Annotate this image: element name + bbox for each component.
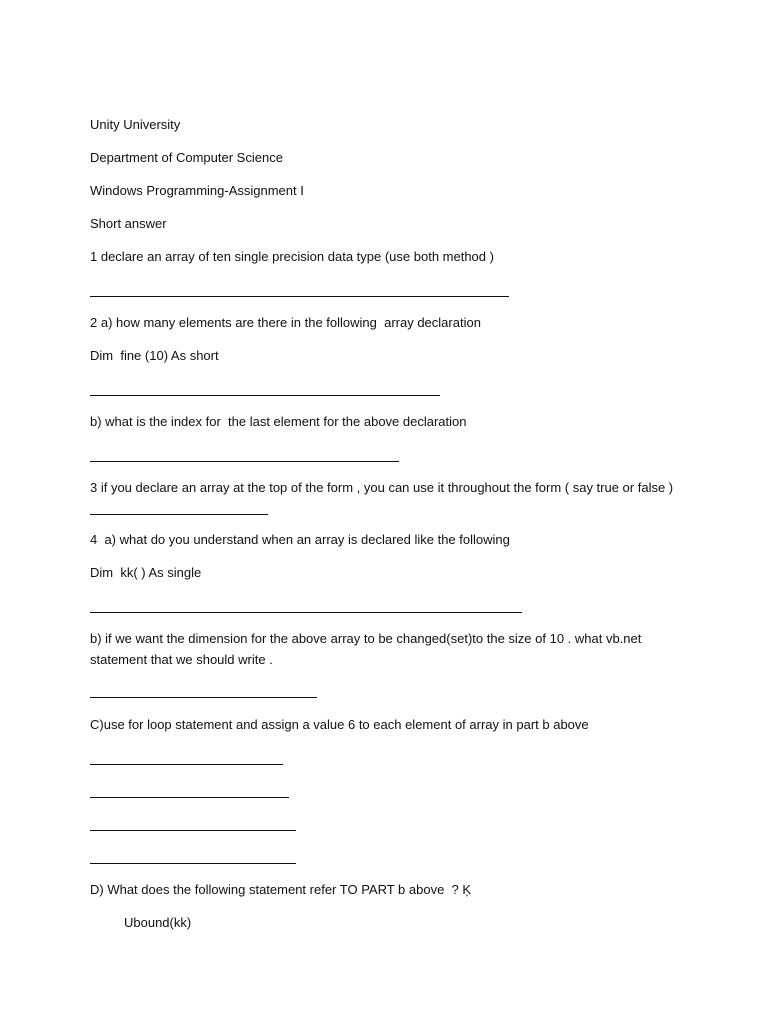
question-2a: 2 a) how many elements are there in the following array declaration — [90, 315, 481, 330]
section-heading: Short answer — [90, 216, 167, 231]
answer-blank-4a — [90, 611, 522, 613]
question-4a: 4 a) what do you understand when an array is declared like the following — [90, 532, 510, 547]
answer-blank-2a — [90, 394, 440, 396]
question-4d-code: Ubound(kk) — [124, 915, 192, 930]
answer-blank-4c-line-3 — [90, 829, 296, 831]
question-1: 1 declare an array of ten single precision data type (use both method ) — [90, 249, 494, 264]
question-4a-code: Dim kk( ) As single — [90, 565, 202, 580]
answer-blank-3 — [90, 513, 268, 515]
question-4c: C)use for loop statement and assign a value 6 to each element of array in part b above — [90, 717, 589, 732]
answer-blank-4b — [90, 696, 317, 698]
answer-blank-2b — [90, 460, 399, 462]
question-3: 3 if you declare an array at the top of the form , you can use it throughout the form ( say true or false ) — [90, 480, 674, 495]
answer-blank-4c-line-2 — [90, 796, 289, 798]
question-2b: b) what is the index for the last element for the above declaration — [90, 414, 467, 429]
question-4b: b) if we want the dimension for the above array to be changed(set)to the size of 10 . what vb.net statement that we should write . — [90, 631, 642, 667]
university-name: Unity University — [90, 117, 181, 132]
question-4d: D) What does the following statement refer TO PART b above ? Ķ — [90, 882, 472, 897]
question-2a-code: Dim fine (10) As short — [90, 348, 219, 363]
assignment-title: Windows Programming-Assignment I — [90, 183, 304, 198]
answer-blank-1 — [90, 295, 509, 297]
answer-blank-4c-line-4 — [90, 862, 296, 864]
department-name: Department of Computer Science — [90, 150, 283, 165]
answer-blank-4c-line-1 — [90, 763, 283, 765]
